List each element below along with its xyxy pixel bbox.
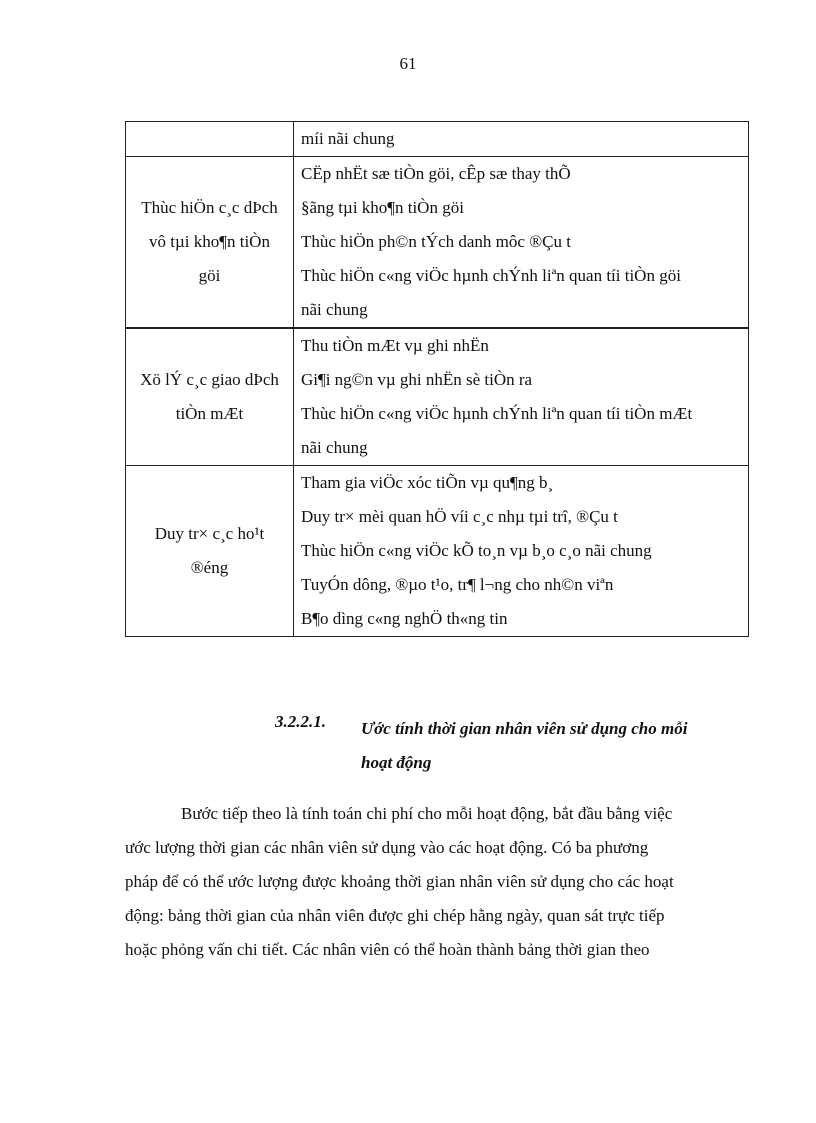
activity-line: Duy tr× c¸c ho¹t <box>154 524 265 543</box>
task-line: Tham gia viÖc xóc tiÕn vµ qu¶ng b¸ <box>301 473 554 492</box>
section-title-line: Ước tính thời gian nhân viên sử dụng cho mỗi <box>361 719 688 738</box>
task-line: nãi chung <box>301 300 368 319</box>
section-title <box>361 712 741 780</box>
activity-cell <box>126 328 294 466</box>
task-line: Thu tiÒn mÆt vµ ghi nhËn <box>301 336 489 355</box>
activity-line: ®éng <box>190 558 229 577</box>
activity-line: vô tµi kho¶n tiÒn <box>149 232 270 251</box>
task-line: Gi¶i ng©n vµ ghi nhËn sè tiÒn ra <box>301 370 533 389</box>
task-line: Thùc hiÖn c«ng viÖc kÕ to¸n vµ b¸o c¸o nãi chung <box>301 541 652 560</box>
activity-cell <box>126 122 294 157</box>
body-paragraph <box>125 797 749 967</box>
task-cell <box>294 157 749 329</box>
table-row <box>126 157 749 329</box>
task-cell <box>294 466 749 637</box>
table-row <box>126 466 749 637</box>
task-line: TuyÓn dông, ®µo t¹o, tr¶ l¬ng cho nh©n viªn <box>301 575 614 594</box>
task-line: B¶o dìng c«ng nghÖ th«ng tin <box>301 609 508 628</box>
section-title-line: hoạt động <box>361 753 432 772</box>
activity-cell <box>126 157 294 329</box>
paragraph-line: Bước tiếp theo là tính toán chi phí cho mỗi hoạt động, bắt đầu bằng việc <box>181 804 673 823</box>
task-line: Duy tr× mèi quan hÖ víi c¸c nhµ tµi trî, ®Çu t <box>301 507 618 526</box>
task-line: CËp nhËt sæ tiÒn göi, cÊp sæ thay thÕ <box>301 164 571 183</box>
section-number: 3.2.2.1. <box>275 712 326 731</box>
task-line: Thùc hiÖn c«ng viÖc hµnh chÝnh liªn quan tíi tiÒn göi <box>301 266 681 285</box>
task-line: Thùc hiÖn c«ng viÖc hµnh chÝnh liªn quan tíi tiÒn mÆt <box>301 404 693 423</box>
activity-line: göi <box>198 266 221 285</box>
task-cell <box>294 122 749 157</box>
paragraph-line: ước lượng thời gian các nhân viên sử dụng vào các hoạt động. Có ba phương <box>125 838 649 857</box>
activity-table <box>125 121 749 637</box>
activity-cell <box>126 466 294 637</box>
activity-line: Xö lÝ c¸c giao dÞch <box>140 370 279 389</box>
activity-line: tiÒn mÆt <box>175 404 244 423</box>
task-line: nãi chung <box>301 438 368 457</box>
task-line: Thùc hiÖn ph©n tÝch danh môc ®Çu t <box>301 232 571 251</box>
paragraph-line: hoặc phỏng vấn chi tiết. Các nhân viên có thể hoàn thành bảng thời gian theo <box>125 940 650 959</box>
activity-line: Thùc hiÖn c¸c dÞch <box>141 198 278 217</box>
page-number: 61 <box>399 54 417 73</box>
table-row <box>126 122 749 157</box>
task-line: §ãng tµi kho¶n tiÒn göi <box>301 198 464 217</box>
paragraph-line: động: bảng thời gian của nhân viên được ghi chép hằng ngày, quan sát trực tiếp <box>125 906 665 925</box>
paragraph-line: pháp để có thể ước lượng được khoảng thời gian nhân viên sử dụng cho các hoạt <box>125 872 674 891</box>
task-line: míi nãi chung <box>301 129 395 148</box>
task-cell <box>294 328 749 466</box>
table-row <box>126 328 749 466</box>
